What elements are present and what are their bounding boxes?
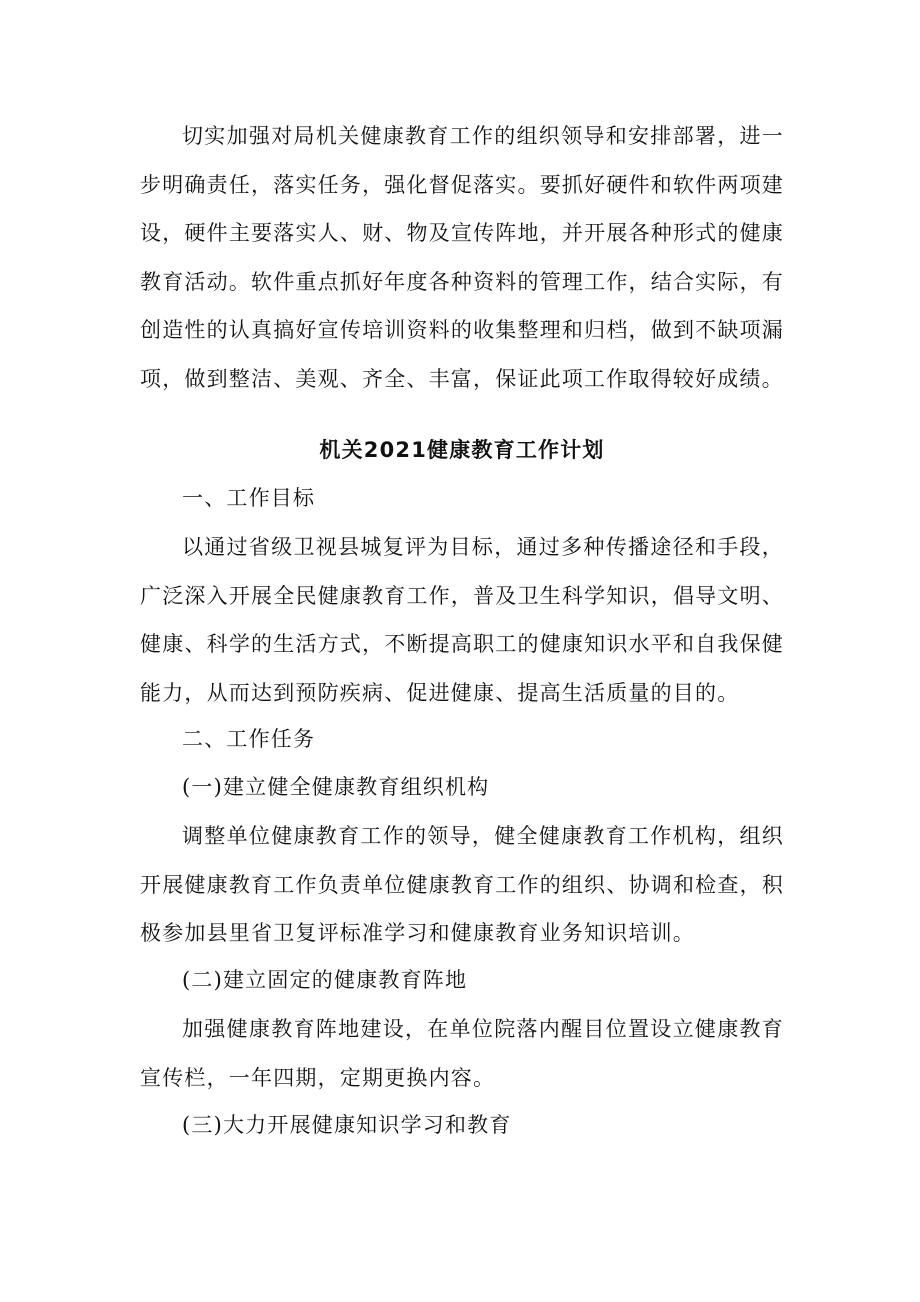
subsection1-heading: (一)建立健全健康教育组织机构 bbox=[182, 775, 490, 799]
document-title: 机关2021健康教育工作计划 bbox=[319, 438, 605, 462]
section1-heading: 一、工作目标 bbox=[182, 486, 316, 510]
subsection3-heading: (三)大力开展健康知识学习和教育 bbox=[182, 1113, 512, 1137]
section2-heading: 二、工作任务 bbox=[182, 727, 316, 751]
section1-body: 以通过省级卫视县城复评为目标，通过多种传播途径和手段，广泛深入开展全民健康教育工作，普及卫生科学知识，倡导文明、健康、科学的生活方式，不断提高职工的健康知识水平和自我保健能力，从而达到预防疾病、促进健康、提高生活质量的目的。 bbox=[140, 535, 784, 705]
intro-paragraph: 切实加强对局机关健康教育工作的组织领导和安排部署，进一步明确责任，落实任务，强化督促落实。要抓好硬件和软件两项建设，硬件主要落实人、财、物及宣传阵地，并开展各种形式的健康教育活动。软件重点抓好年度各种资料的管理工作，结合实际，有创造性的认真搞好宣传培训资料的收集整理和归档，做到不缺项漏项，做到整洁、美观、齐全、丰富，保证此项工作取得较好成绩。 bbox=[140, 124, 784, 391]
subsection1-body: 调整单位健康教育工作的领导，健全健康教育工作机构，组织开展健康教育工作负责单位健康教育工作的组织、协调和检查，积极参加县里省卫复评标准学习和健康教育业务知识培训。 bbox=[140, 824, 784, 945]
subsection2-heading: (二)建立固定的健康教育阵地 bbox=[182, 968, 468, 992]
subsection2-body: 加强健康教育阵地建设，在单位院落内醒目位置设立健康教育宣传栏，一年四期，定期更换内容。 bbox=[140, 1017, 784, 1090]
